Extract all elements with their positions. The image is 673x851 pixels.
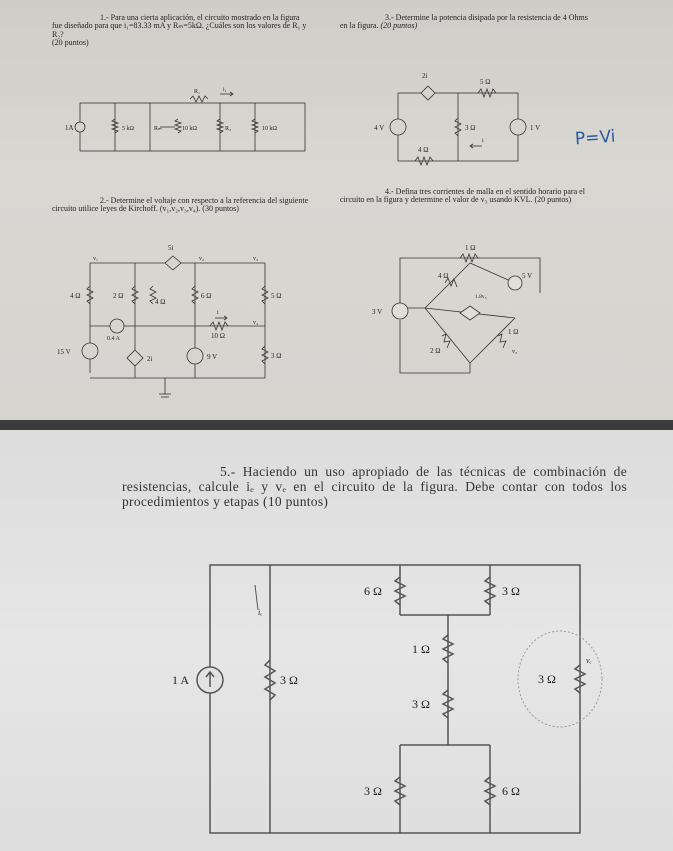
c4-dep-label: 1.8v₃ [475,294,487,300]
c5-rright-label: 3 Ω [538,672,556,686]
c3-current-label: i [482,138,484,144]
problem-1 [52,14,307,48]
c4-r4-label: 4 Ω [438,272,449,280]
c2-r4b-label: 4 Ω [155,298,166,306]
c4-r2-label: 2 Ω [430,347,441,355]
problem-1-points: (20 puntos) [52,38,89,48]
c2-r6-label: 6 Ω [201,292,212,300]
problem-4-text: Defina tres corrientes de malla en el sentido horario para el circuito en la figura y determine el valor de v₃ usando KVL. (20 puntos) [340,187,585,205]
c3-dep-label: 2i [422,72,428,80]
c2-v9-label: 9 V [207,353,218,361]
c2-deptop-label: 5i [168,244,174,252]
c2-v2-label: v₂ [199,256,205,262]
c2-i-label: i [217,310,219,316]
c2-depbottom-label: 2i [147,355,153,363]
c3-rtop-label: 5 Ω [480,78,491,86]
handwritten-note: P=Vi [574,126,617,150]
c5-src-label: 1 A [172,673,190,687]
c1-r2-label: R₂ [225,126,232,132]
c2-r3-label: 3 Ω [271,352,282,360]
problem-4 [340,188,588,205]
c5-ix-label: iₑ [258,608,263,617]
c5-r3top-label: 3 Ω [502,584,520,598]
exam-photo-top [0,0,673,420]
c5-vx-label: vₑ [586,656,592,665]
c2-v15-label: 15 V [57,348,71,356]
problem-3-number: 3.- [385,13,394,22]
problem-2 [52,197,310,214]
c5-r6top-label: 6 Ω [364,584,382,598]
problem-1-text: Para una cierta aplicación, el circuito mostrado en la figura fue diseñado para que i₁=83.33 mA y Rₘ=5kΩ. ¿Cuáles son los valores de R₁ y R₂? [52,13,307,39]
problem-2-number: 2.- [100,196,109,205]
problem-3-points: (20 puntos) [380,21,418,31]
c1-r1-label: R₁ [194,89,201,95]
c4-v3-label: v₃ [512,349,518,355]
problem-5 [122,464,627,509]
c5-r6bot-label: 6 Ω [502,784,520,798]
c4-r1-label: 1 Ω [508,328,519,336]
c2-v3-label: v₃ [253,256,259,262]
circuit-4-diagram [370,238,570,388]
c3-rmid-label: 3 Ω [465,124,476,132]
c1-r-a-label: 5 kΩ [122,126,134,132]
c2-v4-label: v₄ [253,320,259,326]
c5-rleft-label: 3 Ω [280,673,298,687]
exam-photo-bottom [0,430,673,851]
problem-4-number: 4.- [385,187,394,196]
problem-3-text: Determine la potencia disipada por la resistencia de 4 Ohms en la figura. [340,13,588,31]
c3-vright-label: 1 V [530,124,541,132]
circuit-5-diagram [150,555,610,845]
c2-isrc-label: 0.4 A [107,336,121,342]
circuit-2-diagram [55,238,315,403]
problem-1-number: 1.- [100,13,109,22]
c4-r1top-label: 1 Ω [465,244,476,252]
c2-r4-label: 4 Ω [70,292,81,300]
c2-r2-label: 2 Ω [113,292,124,300]
circuit-1-diagram [60,85,310,160]
c5-r3bot-label: 3 Ω [364,784,382,798]
problem-3 [340,14,590,31]
c2-r10-label: 10 Ω [211,332,225,340]
c4-v3src-label: 3 V [372,308,383,316]
c1-source-label: 1A [65,124,74,132]
c5-r1-label: 1 Ω [412,642,430,656]
c2-r5-label: 5 Ω [271,292,282,300]
c1-r-c-label: 10 kΩ [262,126,277,132]
c4-v5-label: 5 V [522,272,533,280]
problem-5-number: 5.- [220,464,236,479]
c1-i1-label: i₁ [223,87,227,93]
circuit-3-diagram [370,68,570,173]
c3-rbottom-label: 4 Ω [418,146,429,154]
c1-rm-label: Rₘ [154,126,162,132]
c3-vleft-label: 4 V [374,124,385,132]
c2-v1-label: v₁ [93,256,99,262]
c1-r-b-label: 10 kΩ [182,126,197,132]
problem-5-text: Haciendo un uso apropiado de las técnicas de combinación de resistencias, calcule iₑ y vₑ en el circuito de la figura. Debe contar con todos los procedimientos y etapas (10 puntos) [122,464,627,510]
problem-2-text: Determine el voltaje con respecto a la referencia del siguiente circuito utilice leyes de Kirchoff. (v₁,v₂,v₃,v₄). (30 puntos) [52,196,309,214]
c5-r3mid-label: 3 Ω [412,697,430,711]
